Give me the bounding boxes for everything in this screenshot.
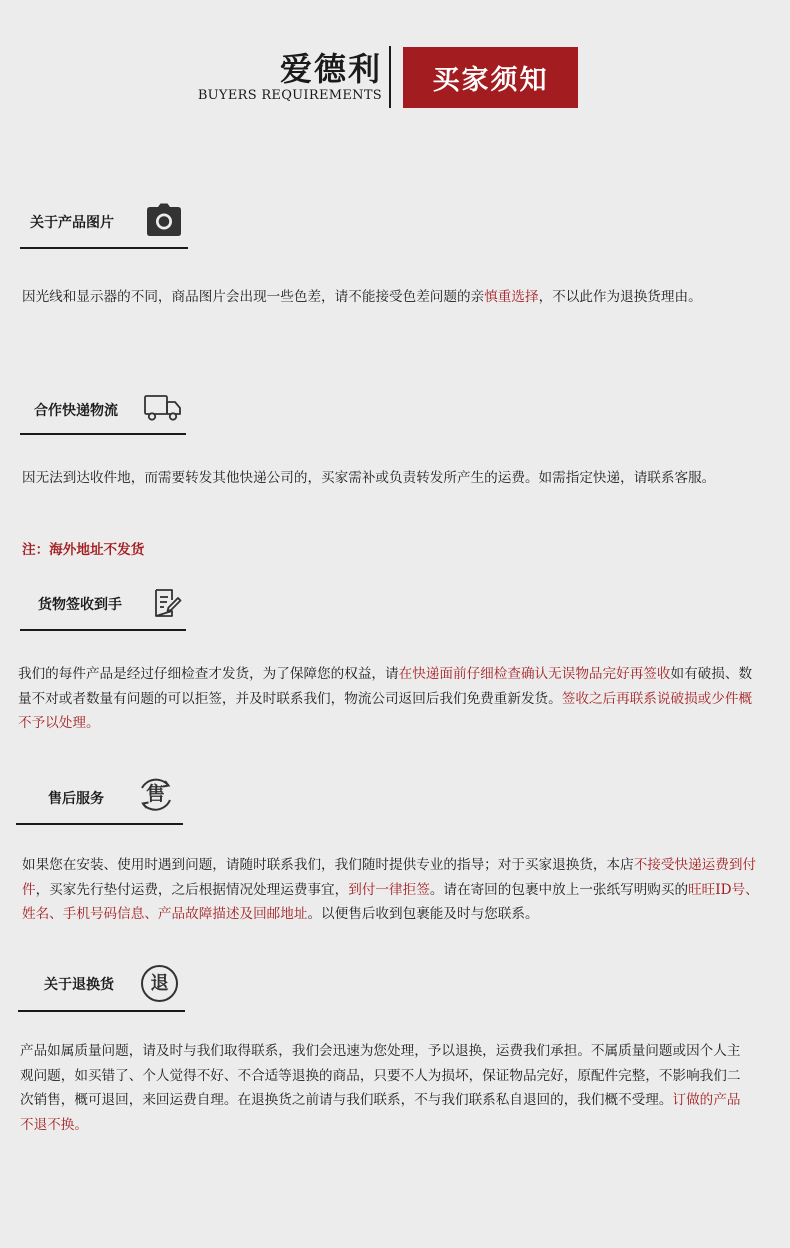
truck-icon <box>144 394 182 422</box>
page-title-banner: 买家须知 <box>403 47 578 108</box>
section-title-returns: 关于退换货 <box>44 977 114 993</box>
section-underline <box>16 823 183 825</box>
returns-text: 产品如属质量问题，请及时与我们取得联系，我们会迅速为您处理，予以退换，运费我们承担。不属质量问题或因个人主观问题，如买错了、个人觉得不好、不合适等退换的商品，只要不人为损坏，保证物品完好，原配件完整，不影响我们二次销售，概可退回，来回运费自理。在退换货之前请与我们联系，不与我们联系私自退回的，我们概不受理。订做的产品不退不换。 <box>20 1043 741 1133</box>
after-sales-text: 如果您在安装、使用时遇到问题，请随时联系我们，我们随时提供专业的指导；对于买家退换货，本店不接受快递运费到付件，买家先行垫付运费，之后根据情况处理运费事宜，到付一律拒签。请在寄回的包裹中放上一张纸写明购买的旺旺ID号、姓名、手机号码信息、产品故障描述及回邮地址。以便售后收到包裹能及时与您联系。 <box>22 857 759 922</box>
product-images-text: 因光线和显示器的不同，商品图片会出现一些色差，请不能接受色差问题的亲慎重选择，不以此作为退换货理由。 <box>22 289 702 305</box>
receiving-text: 我们的每件产品是经过仔细检查才发货，为了保障您的权益，请在快递面前仔细检查确认无误物品完好再签收如有破损、数量不对或者数量有问题的可以拒签，并及时联系我们，物流公司返回后我们免费重新发货。签收之后再联系说破损或少件概不予以处理。 <box>18 666 753 731</box>
section-underline <box>20 247 188 249</box>
section-title-logistics: 合作快递物流 <box>34 403 118 419</box>
camera-icon <box>146 203 182 237</box>
after-sales-icon: 售 <box>137 776 174 813</box>
section-title-after-sales: 售后服务 <box>48 791 104 807</box>
return-icon: 退 <box>141 965 178 1002</box>
header-divider <box>389 46 391 108</box>
section-title-receiving: 货物签收到手 <box>38 597 122 613</box>
section-title-product-images: 关于产品图片 <box>30 215 114 231</box>
edit-document-icon <box>150 587 182 619</box>
brand-name: 爱德利 <box>279 50 382 88</box>
section-underline <box>18 1010 185 1012</box>
brand-subtitle: BUYERS REQUIREMENTS <box>197 88 382 103</box>
logistics-text: 因无法到达收件地，而需要转发其他快递公司的，买家需补或负责转发所产生的运费。如需指定快递，请联系客服。 <box>22 470 716 486</box>
overseas-note: 注：海外地址不发货 <box>22 542 145 558</box>
section-underline <box>20 433 186 435</box>
section-underline <box>20 629 186 631</box>
